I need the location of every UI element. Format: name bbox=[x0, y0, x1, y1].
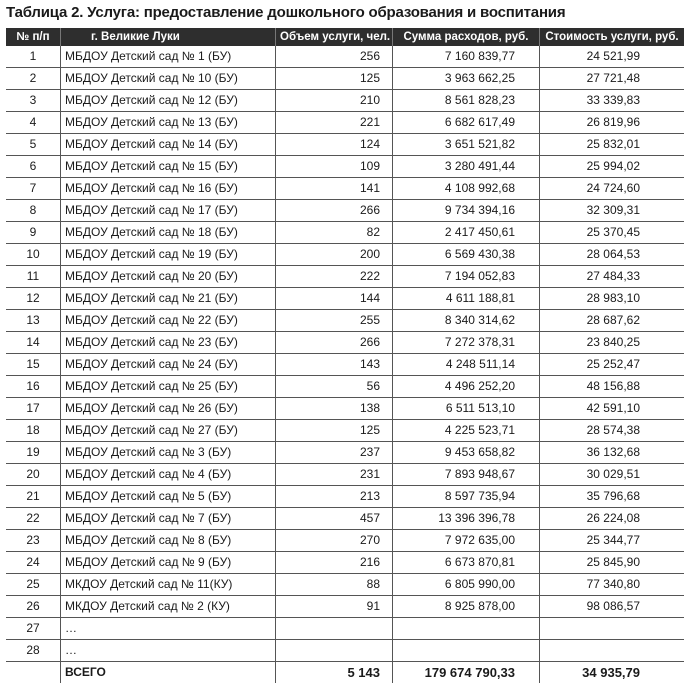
cell-volume: 237 bbox=[276, 442, 393, 464]
cell-volume: 144 bbox=[276, 288, 393, 310]
cell-volume: 210 bbox=[276, 90, 393, 112]
cell-volume: 266 bbox=[276, 200, 393, 222]
cell-volume: 125 bbox=[276, 420, 393, 442]
cell-num: 27 bbox=[6, 618, 61, 640]
cell-name: МБДОУ Детский сад № 1 (БУ) bbox=[61, 46, 276, 68]
total-volume: 5 143 bbox=[276, 662, 393, 684]
table-title: Таблица 2. Услуга: предоставление дошкольного образования и воспитания bbox=[6, 4, 566, 21]
cell-num: 26 bbox=[6, 596, 61, 618]
cell-expenses bbox=[393, 640, 540, 662]
cell-volume: 270 bbox=[276, 530, 393, 552]
cell-num: 20 bbox=[6, 464, 61, 486]
cell-name: МБДОУ Детский сад № 14 (БУ) bbox=[61, 134, 276, 156]
table-row bbox=[6, 376, 684, 398]
cell-name: МБДОУ Детский сад № 23 (БУ) bbox=[61, 332, 276, 354]
cell-expenses: 2 417 450,61 bbox=[393, 222, 540, 244]
cell-expenses: 3 963 662,25 bbox=[393, 68, 540, 90]
cell-volume: 216 bbox=[276, 552, 393, 574]
header-volume: Объем услуги, чел. bbox=[276, 28, 393, 46]
table-row bbox=[6, 222, 684, 244]
cell-cost: 26 819,96 bbox=[540, 112, 685, 134]
cell-expenses: 6 682 617,49 bbox=[393, 112, 540, 134]
table-row bbox=[6, 310, 684, 332]
cell-cost: 35 796,68 bbox=[540, 486, 685, 508]
cell-expenses: 6 805 990,00 bbox=[393, 574, 540, 596]
cell-volume: 125 bbox=[276, 68, 393, 90]
cell-volume: 56 bbox=[276, 376, 393, 398]
cell-name: МКДОУ Детский сад № 2 (КУ) bbox=[61, 596, 276, 618]
table-row bbox=[6, 508, 684, 530]
cell-cost: 98 086,57 bbox=[540, 596, 685, 618]
total-num-cell bbox=[6, 662, 61, 684]
cell-cost: 33 339,83 bbox=[540, 90, 685, 112]
cell-name: МБДОУ Детский сад № 20 (БУ) bbox=[61, 266, 276, 288]
cell-num: 14 bbox=[6, 332, 61, 354]
cell-expenses: 4 496 252,20 bbox=[393, 376, 540, 398]
table-row bbox=[6, 178, 684, 200]
table-row bbox=[6, 398, 684, 420]
table-row bbox=[6, 640, 684, 662]
table-row bbox=[6, 442, 684, 464]
cell-num: 21 bbox=[6, 486, 61, 508]
cell-volume: 222 bbox=[276, 266, 393, 288]
cell-volume: 256 bbox=[276, 46, 393, 68]
cell-cost: 25 845,90 bbox=[540, 552, 685, 574]
cell-num: 7 bbox=[6, 178, 61, 200]
table-row bbox=[6, 464, 684, 486]
table-row bbox=[6, 156, 684, 178]
table-row bbox=[6, 112, 684, 134]
cell-num: 19 bbox=[6, 442, 61, 464]
cell-cost: 48 156,88 bbox=[540, 376, 685, 398]
table-row bbox=[6, 244, 684, 266]
cell-name: МБДОУ Детский сад № 9 (БУ) bbox=[61, 552, 276, 574]
table-body bbox=[6, 46, 684, 683]
table-row bbox=[6, 486, 684, 508]
cell-expenses: 4 225 523,71 bbox=[393, 420, 540, 442]
cell-volume: 82 bbox=[276, 222, 393, 244]
cell-cost: 25 344,77 bbox=[540, 530, 685, 552]
cell-name: МБДОУ Детский сад № 7 (БУ) bbox=[61, 508, 276, 530]
cell-num: 6 bbox=[6, 156, 61, 178]
total-expenses: 179 674 790,33 bbox=[393, 662, 540, 684]
total-label: ВСЕГО bbox=[61, 662, 276, 684]
cell-num: 22 bbox=[6, 508, 61, 530]
cell-cost: 27 721,48 bbox=[540, 68, 685, 90]
cell-name: … bbox=[61, 618, 276, 640]
cell-num: 28 bbox=[6, 640, 61, 662]
table-row bbox=[6, 288, 684, 310]
cell-name: МКДОУ Детский сад № 11(КУ) bbox=[61, 574, 276, 596]
cell-name: МБДОУ Детский сад № 17 (БУ) bbox=[61, 200, 276, 222]
cell-cost: 28 983,10 bbox=[540, 288, 685, 310]
cell-expenses: 7 893 948,67 bbox=[393, 464, 540, 486]
cell-num: 9 bbox=[6, 222, 61, 244]
cell-name: МБДОУ Детский сад № 10 (БУ) bbox=[61, 68, 276, 90]
cell-cost: 27 484,33 bbox=[540, 266, 685, 288]
cell-volume bbox=[276, 618, 393, 640]
cell-expenses: 3 280 491,44 bbox=[393, 156, 540, 178]
cell-name: МБДОУ Детский сад № 24 (БУ) bbox=[61, 354, 276, 376]
cell-name: МБДОУ Детский сад № 25 (БУ) bbox=[61, 376, 276, 398]
cell-volume: 255 bbox=[276, 310, 393, 332]
cell-cost: 24 724,60 bbox=[540, 178, 685, 200]
cell-expenses: 7 160 839,77 bbox=[393, 46, 540, 68]
services-table bbox=[6, 28, 684, 683]
cell-cost: 36 132,68 bbox=[540, 442, 685, 464]
table-total-row bbox=[6, 662, 684, 684]
cell-num: 1 bbox=[6, 46, 61, 68]
cell-expenses: 13 396 396,78 bbox=[393, 508, 540, 530]
cell-cost: 32 309,31 bbox=[540, 200, 685, 222]
total-cost: 34 935,79 bbox=[540, 662, 685, 684]
header-name: г. Великие Луки bbox=[61, 28, 276, 46]
cell-name: … bbox=[61, 640, 276, 662]
cell-expenses: 4 611 188,81 bbox=[393, 288, 540, 310]
cell-name: МБДОУ Детский сад № 15 (БУ) bbox=[61, 156, 276, 178]
cell-cost bbox=[540, 640, 685, 662]
cell-cost: 23 840,25 bbox=[540, 332, 685, 354]
cell-cost: 26 224,08 bbox=[540, 508, 685, 530]
table-row bbox=[6, 354, 684, 376]
cell-cost: 30 029,51 bbox=[540, 464, 685, 486]
cell-volume: 88 bbox=[276, 574, 393, 596]
cell-num: 17 bbox=[6, 398, 61, 420]
cell-num: 24 bbox=[6, 552, 61, 574]
cell-volume: 141 bbox=[276, 178, 393, 200]
header-cost: Стоимость услуги, руб. bbox=[540, 28, 685, 46]
cell-cost: 42 591,10 bbox=[540, 398, 685, 420]
cell-expenses: 6 511 513,10 bbox=[393, 398, 540, 420]
cell-cost bbox=[540, 618, 685, 640]
cell-expenses: 8 597 735,94 bbox=[393, 486, 540, 508]
cell-cost: 28 574,38 bbox=[540, 420, 685, 442]
cell-expenses bbox=[393, 618, 540, 640]
table-row bbox=[6, 618, 684, 640]
cell-num: 25 bbox=[6, 574, 61, 596]
cell-num: 16 bbox=[6, 376, 61, 398]
cell-num: 5 bbox=[6, 134, 61, 156]
cell-volume: 266 bbox=[276, 332, 393, 354]
cell-name: МБДОУ Детский сад № 18 (БУ) bbox=[61, 222, 276, 244]
cell-cost: 28 687,62 bbox=[540, 310, 685, 332]
table-row bbox=[6, 68, 684, 90]
table-header-row bbox=[6, 28, 684, 46]
header-expenses: Сумма расходов, руб. bbox=[393, 28, 540, 46]
cell-num: 8 bbox=[6, 200, 61, 222]
cell-num: 12 bbox=[6, 288, 61, 310]
table-row bbox=[6, 200, 684, 222]
table-row bbox=[6, 574, 684, 596]
cell-expenses: 4 248 511,14 bbox=[393, 354, 540, 376]
cell-volume: 143 bbox=[276, 354, 393, 376]
cell-cost: 25 370,45 bbox=[540, 222, 685, 244]
cell-cost: 25 994,02 bbox=[540, 156, 685, 178]
cell-expenses: 7 972 635,00 bbox=[393, 530, 540, 552]
cell-volume: 457 bbox=[276, 508, 393, 530]
cell-name: МБДОУ Детский сад № 21 (БУ) bbox=[61, 288, 276, 310]
cell-volume: 138 bbox=[276, 398, 393, 420]
cell-num: 11 bbox=[6, 266, 61, 288]
cell-expenses: 6 673 870,81 bbox=[393, 552, 540, 574]
table-row bbox=[6, 266, 684, 288]
table-row bbox=[6, 596, 684, 618]
table-row bbox=[6, 552, 684, 574]
cell-expenses: 9 453 658,82 bbox=[393, 442, 540, 464]
cell-cost: 28 064,53 bbox=[540, 244, 685, 266]
table-row bbox=[6, 46, 684, 68]
header-num: № п/п bbox=[6, 28, 61, 46]
cell-name: МБДОУ Детский сад № 26 (БУ) bbox=[61, 398, 276, 420]
cell-num: 2 bbox=[6, 68, 61, 90]
cell-expenses: 8 340 314,62 bbox=[393, 310, 540, 332]
cell-expenses: 7 272 378,31 bbox=[393, 332, 540, 354]
cell-expenses: 8 925 878,00 bbox=[393, 596, 540, 618]
cell-expenses: 8 561 828,23 bbox=[393, 90, 540, 112]
cell-expenses: 4 108 992,68 bbox=[393, 178, 540, 200]
cell-volume: 91 bbox=[276, 596, 393, 618]
cell-num: 4 bbox=[6, 112, 61, 134]
cell-volume: 221 bbox=[276, 112, 393, 134]
cell-name: МБДОУ Детский сад № 3 (БУ) bbox=[61, 442, 276, 464]
table-row bbox=[6, 420, 684, 442]
cell-num: 23 bbox=[6, 530, 61, 552]
cell-name: МБДОУ Детский сад № 13 (БУ) bbox=[61, 112, 276, 134]
cell-cost: 25 832,01 bbox=[540, 134, 685, 156]
cell-name: МБДОУ Детский сад № 22 (БУ) bbox=[61, 310, 276, 332]
cell-name: МБДОУ Детский сад № 12 (БУ) bbox=[61, 90, 276, 112]
cell-volume: 231 bbox=[276, 464, 393, 486]
cell-num: 3 bbox=[6, 90, 61, 112]
cell-expenses: 9 734 394,16 bbox=[393, 200, 540, 222]
table-row bbox=[6, 90, 684, 112]
cell-name: МБДОУ Детский сад № 27 (БУ) bbox=[61, 420, 276, 442]
table-row bbox=[6, 134, 684, 156]
cell-num: 18 bbox=[6, 420, 61, 442]
table-row bbox=[6, 332, 684, 354]
cell-num: 10 bbox=[6, 244, 61, 266]
cell-name: МБДОУ Детский сад № 16 (БУ) bbox=[61, 178, 276, 200]
table-row bbox=[6, 530, 684, 552]
cell-cost: 24 521,99 bbox=[540, 46, 685, 68]
cell-volume bbox=[276, 640, 393, 662]
cell-name: МБДОУ Детский сад № 8 (БУ) bbox=[61, 530, 276, 552]
cell-volume: 200 bbox=[276, 244, 393, 266]
cell-expenses: 7 194 052,83 bbox=[393, 266, 540, 288]
cell-expenses: 6 569 430,38 bbox=[393, 244, 540, 266]
cell-name: МБДОУ Детский сад № 5 (БУ) bbox=[61, 486, 276, 508]
cell-cost: 77 340,80 bbox=[540, 574, 685, 596]
cell-volume: 124 bbox=[276, 134, 393, 156]
cell-name: МБДОУ Детский сад № 4 (БУ) bbox=[61, 464, 276, 486]
cell-name: МБДОУ Детский сад № 19 (БУ) bbox=[61, 244, 276, 266]
cell-cost: 25 252,47 bbox=[540, 354, 685, 376]
cell-num: 15 bbox=[6, 354, 61, 376]
cell-volume: 213 bbox=[276, 486, 393, 508]
cell-expenses: 3 651 521,82 bbox=[393, 134, 540, 156]
cell-num: 13 bbox=[6, 310, 61, 332]
cell-volume: 109 bbox=[276, 156, 393, 178]
